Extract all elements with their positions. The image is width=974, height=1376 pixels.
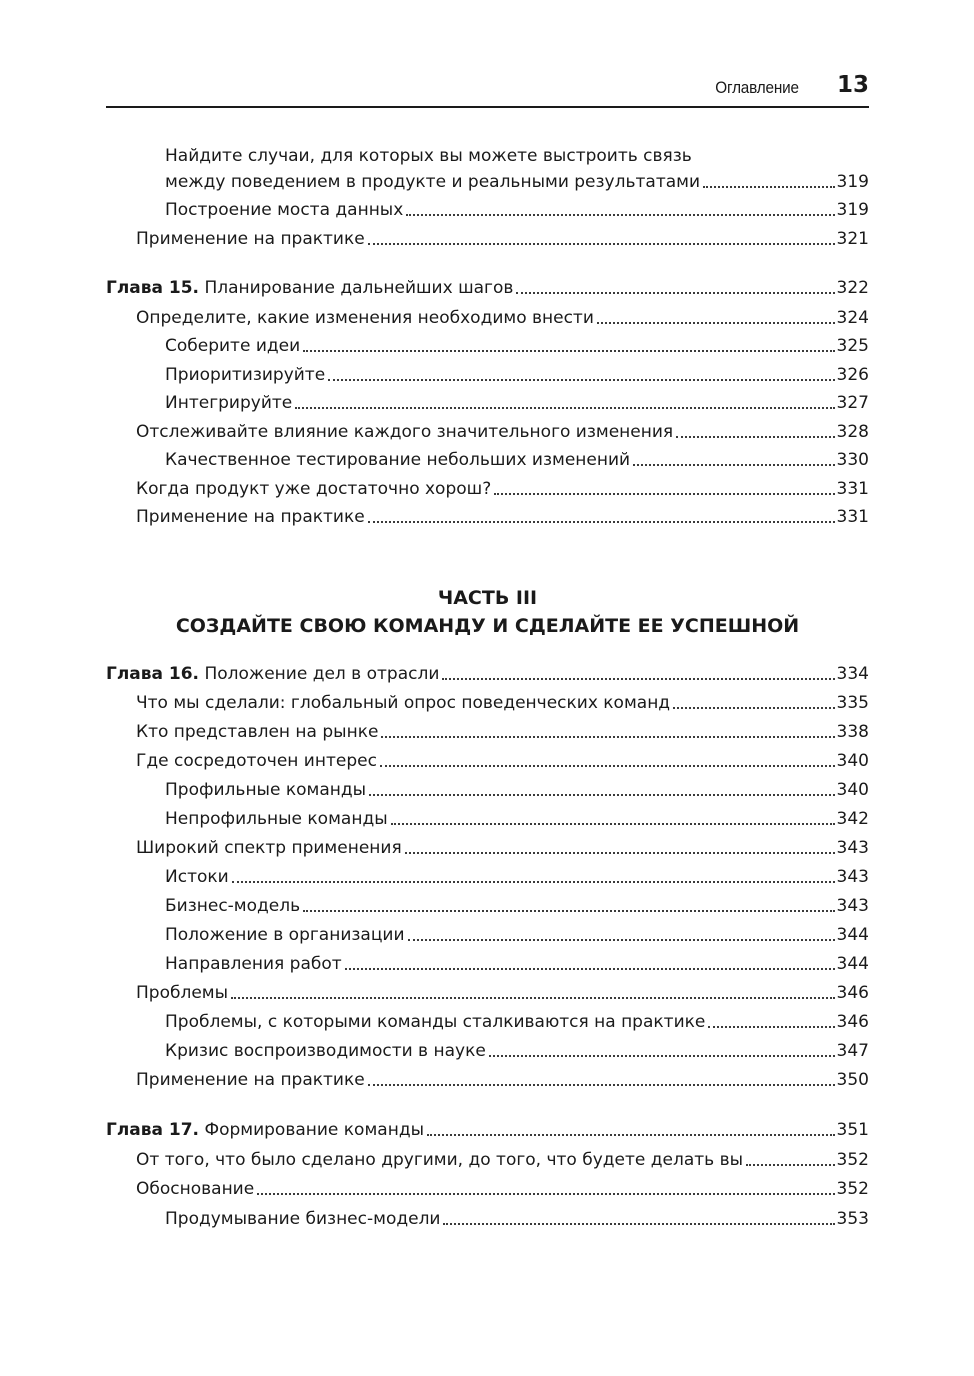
running-title: Оглавление — [715, 78, 799, 97]
toc-entry[interactable]: Направления работ 344 — [165, 954, 869, 974]
chapter-label: Глава 17. — [106, 1120, 200, 1140]
toc-entry[interactable]: От того, что было сделано другими, до того, что будете делать вы 352 — [136, 1150, 869, 1170]
toc-entry[interactable]: Когда продукт уже достаточно хорош? 331 — [136, 479, 869, 499]
toc-entry[interactable]: Кто представлен на рынке 338 — [136, 722, 869, 742]
toc-entry[interactable]: Применение на практике 331 — [136, 507, 869, 527]
toc-chapter-15[interactable]: Глава 15. Планирование дальнейших шагов 322 — [106, 278, 869, 298]
toc-entry[interactable]: Где сосредоточен интерес 340 — [136, 751, 869, 771]
toc-entry[interactable]: Продумывание бизнес-модели 353 — [165, 1209, 869, 1229]
toc-entry-wrap-line: Найдите случаи, для которых вы можете выстроить связь — [165, 146, 692, 166]
toc-entry[interactable]: Кризис воспроизводимости в науке 347 — [165, 1041, 869, 1061]
toc-entry[interactable]: между поведением в продукте и реальными результатами 319 — [165, 172, 869, 192]
toc-entry[interactable]: Построение моста данных 319 — [165, 200, 869, 220]
toc-entry[interactable]: Обоснование 352 — [136, 1179, 869, 1199]
toc-entry[interactable]: Положение в организации 344 — [165, 925, 869, 945]
toc-entry[interactable]: Применение на практике 350 — [136, 1070, 869, 1090]
toc-entry[interactable]: Профильные команды 340 — [165, 780, 869, 800]
page-header — [106, 70, 869, 108]
part-number: ЧАСТЬ III — [437, 587, 538, 609]
chapter-label: Глава 16. — [106, 664, 200, 684]
toc-entry[interactable]: Бизнес-модель 343 — [165, 896, 869, 916]
toc-chapter-17[interactable]: Глава 17. Формирование команды 351 — [106, 1120, 869, 1140]
toc-chapter-16[interactable]: Глава 16. Положение дел в отрасли 334 — [106, 664, 869, 684]
toc-entry[interactable]: Что мы сделали: глобальный опрос поведенческих команд 335 — [136, 693, 869, 713]
toc-entry[interactable]: Истоки 343 — [165, 867, 869, 887]
page-number: 13 — [836, 72, 869, 98]
toc-entry[interactable]: Широкий спектр применения 343 — [136, 838, 869, 858]
toc-entry[interactable]: Интегрируйте 327 — [165, 393, 869, 413]
toc-entry[interactable]: Качественное тестирование небольших изменений 330 — [165, 450, 869, 470]
toc-entry[interactable]: Проблемы 346 — [136, 983, 869, 1003]
toc-entry[interactable]: Соберите идеи 325 — [165, 336, 869, 356]
chapter-title: Формирование команды — [204, 1120, 424, 1140]
chapter-label: Глава 15. — [106, 278, 200, 298]
toc-entry[interactable]: Применение на практике 321 — [136, 229, 869, 249]
part-title: СОЗДАЙТЕ СВОЮ КОМАНДУ И СДЕЛАЙТЕ ЕЕ УСПЕШНОЙ — [175, 615, 800, 637]
toc-entry[interactable]: Определите, какие изменения необходимо внести 324 — [136, 308, 869, 328]
toc-entry[interactable]: Проблемы, с которыми команды сталкиваются на практике 346 — [165, 1012, 869, 1032]
chapter-title: Положение дел в отрасли — [204, 664, 440, 684]
toc-entry[interactable]: Непрофильные команды 342 — [165, 809, 869, 829]
chapter-title: Планирование дальнейших шагов — [204, 278, 514, 298]
toc-entry[interactable]: Отслеживайте влияние каждого значительного изменения 328 — [136, 422, 869, 442]
toc-entry[interactable]: Приоритизируйте 326 — [165, 365, 869, 385]
